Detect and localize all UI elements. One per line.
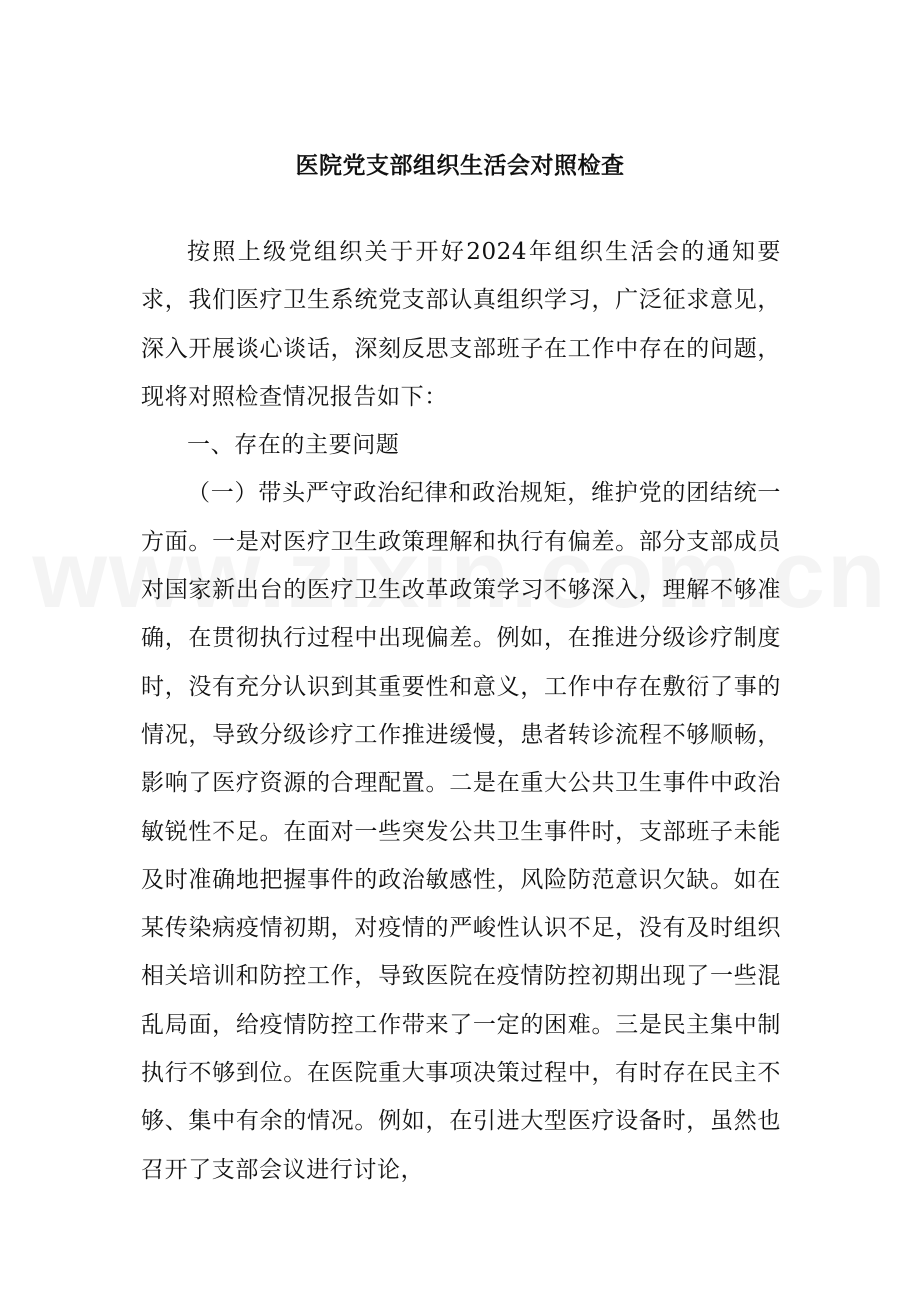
document-title: 医院党支部组织生活会对照检查 bbox=[295, 152, 625, 179]
section-heading: 一、存在的主要问题 bbox=[187, 432, 400, 459]
intro-paragraph: 按照上级党组织关于开好2024年组织生活会的通知要求，我们医疗卫生系统党支部认真组织学习，广泛征求意见，深入开展谈心谈话，深刻反思支部班子在工作中存在的问题，现将对照检查情况报告如下： bbox=[141, 239, 781, 410]
document-body bbox=[141, 228, 781, 1194]
section-paragraph: （一）带头严守政治纪律和政治规矩，维护党的团结统一方面。一是对医疗卫生政策理解和执行有偏差。部分支部成员对国家新出台的医疗卫生改革政策学习不够深入，理解不够准确，在贯彻执行过程中出现偏差。例如，在推进分级诊疗制度时，没有充分认识到其重要性和意义，工作中存在敷衍了事的情况，导致分级诊疗工作推进缓慢，患者转诊流程不够顺畅，影响了医疗资源的合理配置。二是在重大公共卫生事件中政治敏锐性不足。在面对一些突发公共卫生事件时，支部班子未能及时准确地把握事件的政治敏感性，风险防范意识欠缺。如在某传染病疫情初期，对疫情的严峻性认识不足，没有及时组织相关培训和防控工作，导致医院在疫情防控初期出现了一些混乱局面，给疫情防控工作带来了一定的困难。三是民主集中制执行不够到位。在医院重大事项决策过程中，有时存在民主不够、集中有余的情况。例如，在引进大型医疗设备时，虽然也召开了支部会议进行讨论， bbox=[141, 480, 781, 1183]
